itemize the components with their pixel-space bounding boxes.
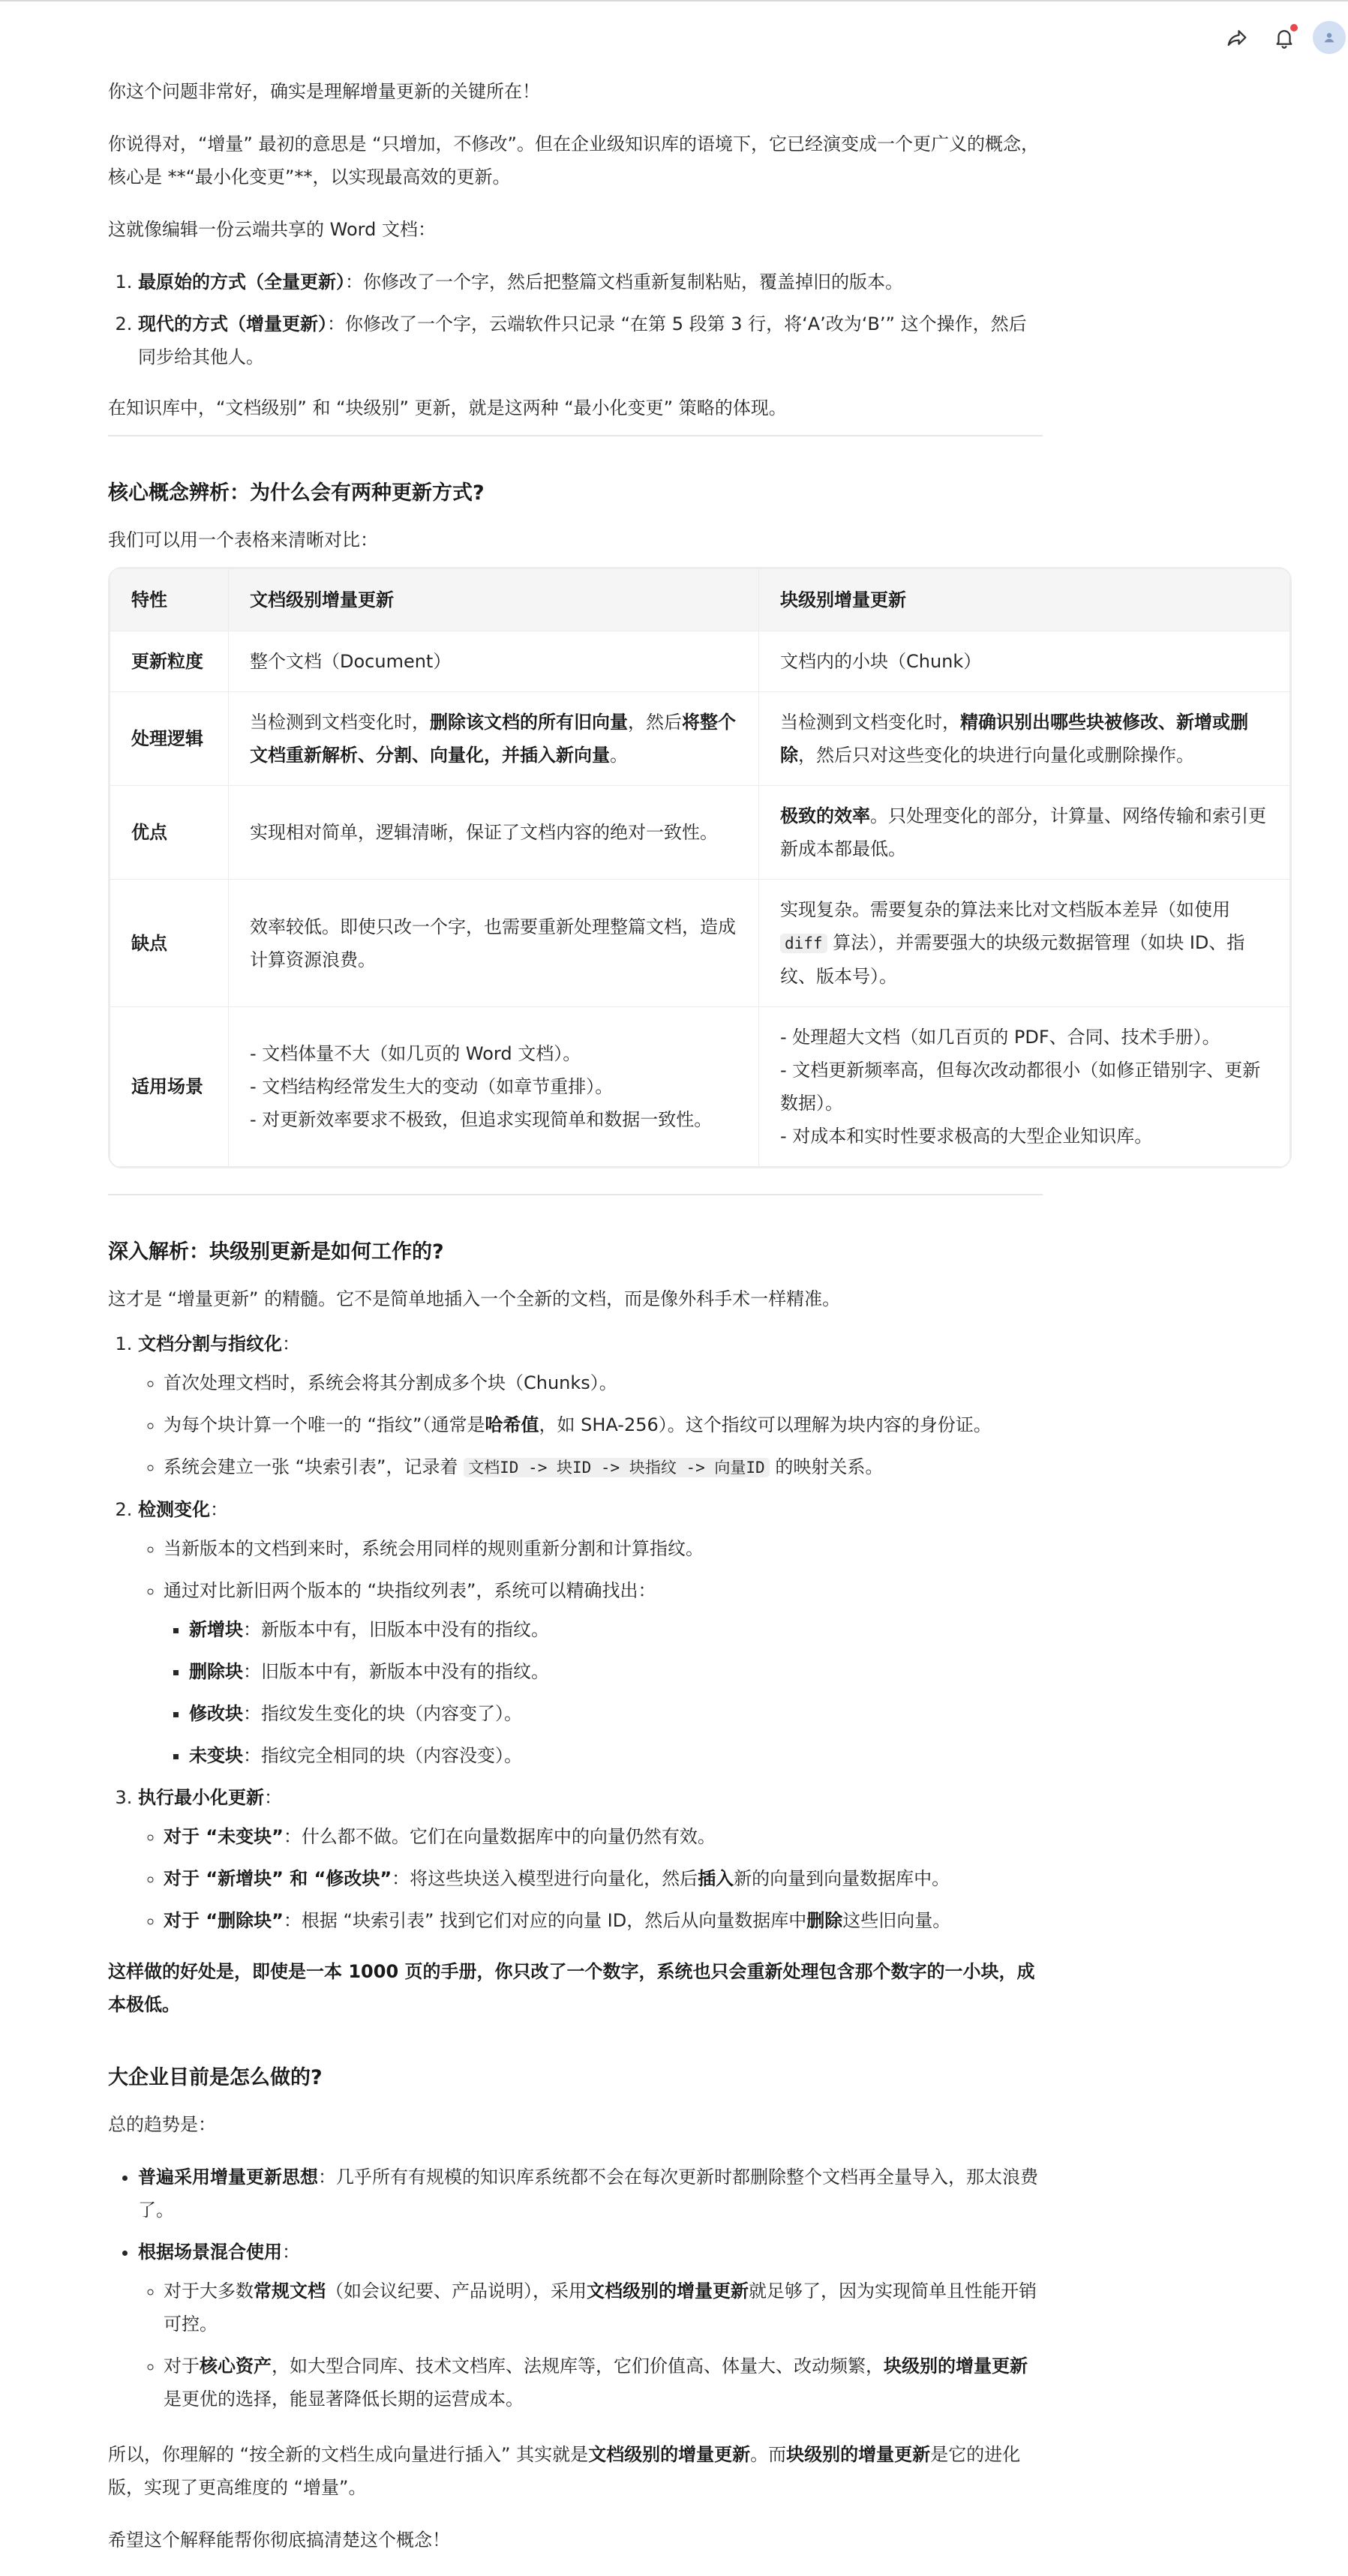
cell-line: - 文档更新频率高，但每次改动都很小（如修正错别字、更新数据）。 [780, 1060, 1261, 1114]
table-row [110, 692, 1290, 786]
cell-line: - 文档体量不大（如几页的 Word 文档）。 [250, 1043, 581, 1064]
item-text: ：根据 “块索引表” 找到它们对应的向量 ID，然后从向量数据库中 [283, 1910, 807, 1931]
divider [108, 1194, 1043, 1195]
list-item: ◦ 首次处理文档时，系统会将其分割成多个块（Chunks）。 [164, 1366, 1043, 1399]
table-cell [759, 786, 1290, 880]
cell-text: 当检测到文档变化时， [250, 712, 430, 733]
intro-paragraph-3: 这就像编辑一份云端共享的 Word 文档： [108, 219, 436, 240]
notification-button[interactable] [1268, 21, 1301, 54]
list-item-text: ：你修改了一个字，云端软件只记录 “在第 5 段第 3 行，将‘A’改为‘B’” 这个操作，然后同步给其他人。 [138, 313, 1027, 367]
comparison-table [108, 567, 1292, 1168]
intro-paragraph-4: 在知识库中，“文档级别” 和 “块级别” 更新，就是这两种 “最小化变更” 策略的体现。 [108, 397, 787, 418]
section-1-lead: 我们可以用一个表格来清晰对比： [108, 529, 378, 550]
list-item-title: 最原始的方式（全量更新） [138, 271, 345, 292]
step-title: 检测变化 [138, 1499, 210, 1520]
list-item [164, 1408, 1043, 1441]
step-title: 文档分割与指纹化 [138, 1333, 282, 1354]
section-2-summary [108, 1955, 1043, 2021]
cell-text: 算法），并需要强大的块级元数据管理（如块 ID、指纹、版本号）。 [780, 932, 1245, 987]
step-colon: ： [282, 1333, 300, 1354]
table-header-cell: 特性 [110, 569, 229, 631]
list-item [189, 1739, 1043, 1772]
section-3-lead: 总的趋势是： [108, 2114, 216, 2135]
item-bold: 删除 [806, 1910, 843, 1931]
inline-code: 文档ID -> 块ID -> 块指纹 -> 向量ID [464, 1458, 770, 1477]
item-text: 就足够了，因为实现简单且性能开销可控。 [164, 2281, 1037, 2335]
table-cell: 文档内的小块（Chunk） [759, 631, 1290, 692]
cell-text: 。 [610, 745, 628, 766]
share-icon [1226, 26, 1248, 49]
user-avatar[interactable] [1313, 21, 1346, 54]
intro-paragraph-2: 你说得对，“增量” 最初的意思是 “只增加，不修改”。但在企业级知识库的语境下，它已经演变成一个更广义的概念，核心是 **“最小化变更”**，以实现最高效的更新。 [108, 133, 1039, 187]
list-item [138, 1493, 1043, 1772]
cell-text: 。只处理变化的部分，计算量、网络传输和索引更新成本都最低。 [780, 805, 1266, 859]
item-bold: 哈希值 [485, 1414, 539, 1435]
list-item [164, 1862, 1043, 1895]
closing-bold: 块级别的增量更新 [786, 2444, 931, 2465]
item-text: ：指纹完全相同的块（内容没变）。 [243, 1745, 522, 1766]
item-colon: ： [282, 2242, 300, 2263]
item-text: 通过对比新旧两个版本的 “块指纹列表”，系统可以精确找出： [164, 1580, 656, 1601]
section-2-lead: 这才是 “增量更新” 的精髓。它不是简单地插入一个全新的文档，而是像外科手术一样精准。 [108, 1288, 841, 1309]
item-text: 对于 [164, 2356, 200, 2377]
cell-line: - 文档结构经常发生大的变动（如章节重排）。 [250, 1076, 614, 1097]
section-1-heading: 核心概念辨析：为什么会有两种更新方式? [108, 481, 485, 505]
list-item [138, 1781, 1043, 1937]
item-bold: 根据场景混合使用 [138, 2242, 282, 2263]
table-row-header: 缺点 [110, 880, 229, 1007]
table-cell [759, 692, 1290, 786]
list-item [164, 1450, 1043, 1484]
list-item [138, 2161, 1043, 2227]
list-item: ◦ 当新版本的文档到来时，系统会用同样的规则重新分割和计算指纹。 [164, 1532, 1043, 1565]
item-bold: 新增块 [189, 1619, 243, 1640]
item-text: 系统会建立一张 “块索引表”，记录着 [164, 1456, 464, 1477]
cell-bold: 精确识别出哪些块被修改、新增或删除 [780, 712, 1248, 766]
notification-dot [1290, 24, 1298, 31]
table-row-header: 优点 [110, 786, 229, 880]
item-text: 为每个块计算一个唯一的 “指纹”（通常是 [164, 1414, 485, 1435]
item-text: 这些旧向量。 [842, 1910, 951, 1931]
step-colon: ： [210, 1499, 228, 1520]
item-text: ：什么都不做。它们在向量数据库中的向量仍然有效。 [283, 1826, 716, 1847]
cell-bold: 将整个文档重新解析、分割、向量化，并插入新向量 [250, 712, 736, 766]
top-bar [0, 0, 1348, 67]
inline-code: diff [780, 934, 827, 953]
item-bold: 对于 “未变块” [164, 1826, 284, 1847]
item-text: ，如大型合同库、技术文档库、法规库等，它们价值高、体量大、改动频繁， [272, 2356, 884, 2377]
table-cell: 实现相对简单，逻辑清晰，保证了文档内容的绝对一致性。 [229, 786, 759, 880]
table-cell [759, 1007, 1290, 1167]
divider [108, 435, 1043, 436]
table-row [110, 880, 1290, 1007]
item-text: 新的向量到向量数据库中。 [734, 1868, 950, 1889]
table-row [110, 1007, 1290, 1167]
cell-bold: 删除该文档的所有旧向量 [430, 712, 628, 733]
table-row [110, 631, 1290, 692]
item-text: ：几乎所有有规模的知识库系统都不会在每次更新时都删除整个文档再全量导入，那太浪费了。 [138, 2167, 1038, 2221]
item-bold: 普遍采用增量更新思想 [138, 2167, 318, 2188]
list-item [164, 2275, 1043, 2341]
table-cell [229, 692, 759, 786]
list-item [138, 307, 1043, 373]
item-bold: 核心资产 [200, 2356, 272, 2377]
table-row [110, 786, 1290, 880]
intro-paragraph-1: 你这个问题非常好，确实是理解增量更新的关键所在！ [108, 81, 540, 102]
list-item-title: 现代的方式（增量更新） [138, 313, 327, 334]
item-bold: 常规文档 [254, 2281, 326, 2302]
section-2-heading: 深入解析：块级别更新是如何工作的? [108, 1240, 444, 1264]
item-bold: 未变块 [189, 1745, 243, 1766]
table-row-header: 处理逻辑 [110, 692, 229, 786]
item-text: ，如 SHA-256）。这个指纹可以理解为块内容的身份证。 [539, 1414, 992, 1435]
user-avatar-icon [1321, 29, 1337, 46]
closing-text: 所以，你理解的 “按全新的文档生成向量进行插入” 其实就是 [108, 2444, 589, 2465]
cell-bold: 极致的效率 [780, 805, 870, 826]
list-item [189, 1613, 1043, 1646]
list-item [164, 1574, 1043, 1772]
table-cell [759, 880, 1290, 1007]
closing-text: 。而 [750, 2444, 787, 2465]
list-item [164, 2350, 1043, 2416]
cell-line: - 对更新效率要求不极致，但追求实现简单和数据一致性。 [250, 1109, 713, 1130]
closing-bold: 文档级别的增量更新 [588, 2444, 751, 2465]
item-text: ：旧版本中有，新版本中没有的指纹。 [243, 1661, 549, 1682]
table-cell [229, 1007, 759, 1167]
list-item [138, 2236, 1043, 2416]
chat-message [108, 67, 1266, 2576]
closing-final: 希望这个解释能帮你彻底搞清楚这个概念！ [108, 2530, 450, 2551]
cell-text: 实现复杂。需要复杂的算法来比对文档版本差异（如使用 [780, 899, 1230, 920]
item-bold: 对于 “新增块” 和 “修改块” [164, 1868, 392, 1889]
cell-text: ，然后 [628, 712, 682, 733]
table-header-cell: 块级别增量更新 [759, 569, 1290, 631]
table-header-row [110, 569, 1290, 631]
list-item [164, 1904, 1043, 1937]
item-text: 对于大多数 [164, 2281, 254, 2302]
item-text: ：将这些块送入模型进行向量化，然后 [392, 1868, 698, 1889]
share-button[interactable] [1220, 21, 1253, 54]
update-method-list [108, 265, 1043, 373]
list-item [189, 1697, 1043, 1730]
cell-line: - 对成本和实时性要求极高的大型企业知识库。 [780, 1126, 1153, 1147]
item-text: ：新版本中有，旧版本中没有的指纹。 [243, 1619, 549, 1640]
cell-line: - 处理超大文档（如几百页的 PDF、合同、技术手册）。 [780, 1027, 1220, 1048]
summary-bold: 这样做的好处是，即使是一本 1000 页的手册，你只改了一个数字，系统也只会重新处理包含那个数字的一小块，成本极低。 [108, 1961, 1035, 2015]
item-text: 是更优的选择，能显著降低长期的运营成本。 [164, 2389, 524, 2410]
table-cell: 效率较低。即使只改一个字，也需要重新处理整篇文档，造成计算资源浪费。 [229, 880, 759, 1007]
closing-paragraph [108, 2438, 1043, 2504]
item-bold: 删除块 [189, 1661, 243, 1682]
item-bold: 修改块 [189, 1703, 243, 1724]
list-item [164, 1820, 1043, 1853]
list-item [138, 1327, 1043, 1484]
item-bold: 块级别的增量更新 [884, 2356, 1028, 2377]
item-text: ：指纹发生变化的块（内容变了）。 [243, 1703, 522, 1724]
item-text: （如会议纪要、产品说明），采用 [326, 2281, 587, 2302]
cell-text: ，然后只对这些变化的块进行向量化或删除操作。 [798, 745, 1194, 766]
item-bold: 文档级别的增量更新 [587, 2281, 749, 2302]
item-bold: 对于 “删除块” [164, 1910, 284, 1931]
closing-text: 是它的进化版，实现了更高维度的 “增量”。 [108, 2444, 1021, 2498]
step-colon: ： [264, 1787, 282, 1808]
table-row-header: 更新粒度 [110, 631, 229, 692]
table-row-header: 适用场景 [110, 1007, 229, 1167]
cell-text: 当检测到文档变化时， [780, 712, 960, 733]
list-item [138, 265, 1043, 298]
step-title: 执行最小化更新 [138, 1787, 264, 1808]
enterprise-practice-list [108, 2161, 1043, 2416]
item-text: 的映射关系。 [769, 1456, 884, 1477]
block-update-steps [108, 1327, 1043, 1937]
item-bold: 插入 [698, 1868, 734, 1889]
list-item [189, 1655, 1043, 1688]
list-item-text: ：你修改了一个字，然后把整篇文档重新复制粘贴，覆盖掉旧的版本。 [345, 271, 903, 292]
table-cell: 整个文档（Document） [229, 631, 759, 692]
section-3-heading: 大企业目前是怎么做的? [108, 2066, 323, 2089]
table-header-cell: 文档级别增量更新 [229, 569, 759, 631]
